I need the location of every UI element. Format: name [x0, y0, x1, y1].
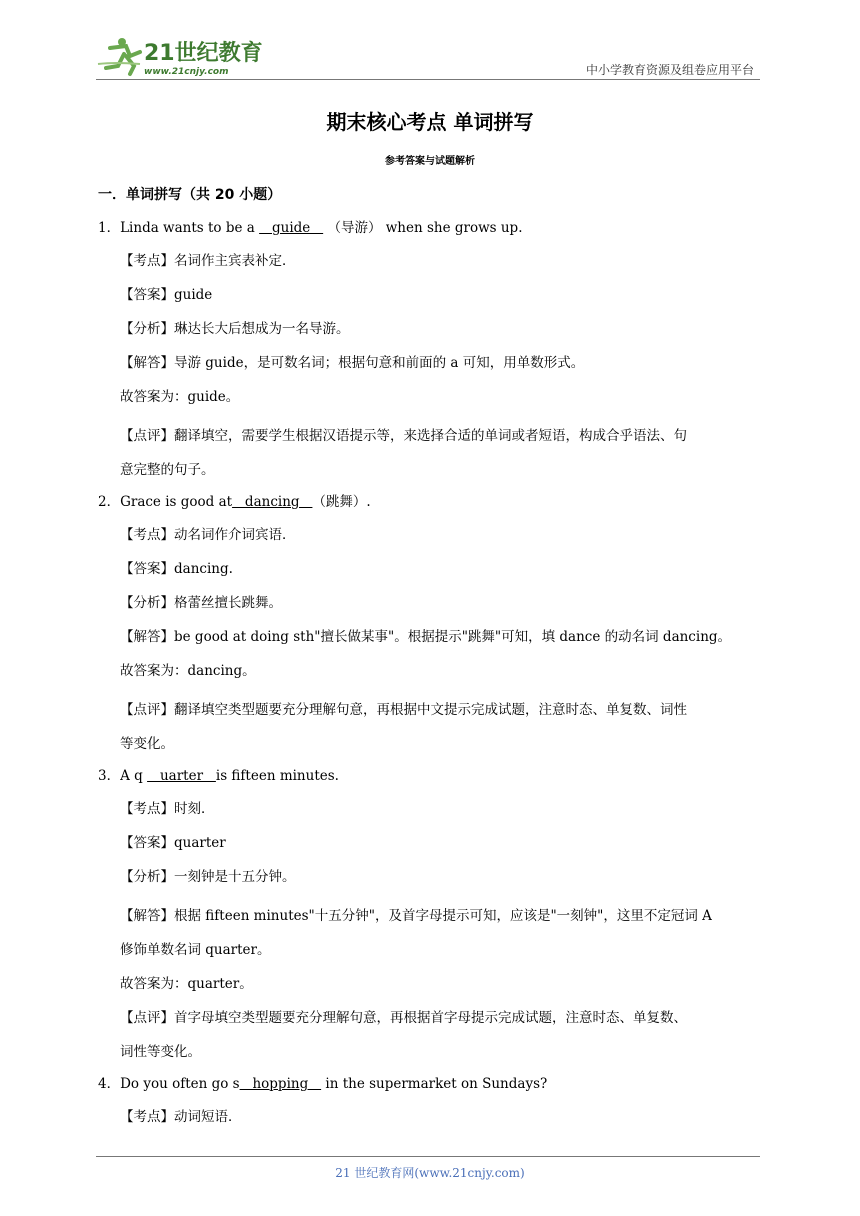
question-text: 3．A q — [98, 768, 148, 784]
final-answer: 故答案为：guide。 — [120, 389, 240, 405]
header-divider — [96, 79, 760, 80]
footer-text: 21 世纪教育网(www.21cnjy.com) — [335, 1166, 525, 1180]
solution: 【解答】导游 guide，是可数名词；根据句意和前面的 a 可知，用单数形式。 — [120, 355, 585, 371]
kaodian: 【考点】名词作主宾表补定． — [120, 253, 296, 269]
comment-line-2: 等变化。 — [120, 736, 174, 752]
question-4 — [98, 1071, 766, 1105]
header-platform-text: 中小学教育资源及组卷应用平台 — [585, 63, 754, 77]
page-header — [96, 30, 760, 80]
final-answer: 故答案为：dancing。 — [120, 663, 256, 679]
comment-line-1: 【点评】翻译填空，需要学生根据汉语提示等，来选择合适的单词或者短语，构成合乎语法、句 — [120, 428, 687, 444]
question-text: in the supermarket on Sundays? — [321, 1076, 548, 1092]
logo-21cnjy — [96, 34, 266, 78]
question-1 — [98, 215, 766, 249]
svg-text:21世纪教育: 21世纪教育 — [144, 41, 263, 66]
kaodian: 【考点】动词短语． — [120, 1109, 242, 1125]
page-subtitle: 参考答案与试题解析 — [385, 156, 475, 167]
section-heading: 一．单词拼写（共 20 小题） — [98, 187, 282, 203]
question-text: （导游） when she grows up. — [323, 220, 523, 236]
question-text: is fifteen minutes. — [215, 768, 339, 784]
answer-blank: uarter — [147, 768, 216, 784]
page-title: 期末核心考点 单词拼写 — [326, 110, 534, 134]
answer-blank: guide — [259, 220, 324, 236]
analysis: 【分析】格蕾丝擅长跳舞。 — [120, 595, 282, 611]
answer-blank: dancing — [232, 494, 313, 510]
final-answer: 故答案为：quarter。 — [120, 976, 253, 992]
comment-line-1: 【点评】首字母填空类型题要充分理解句意，再根据首字母提示完成试题，注意时态、单复数、 — [120, 1010, 687, 1026]
kaodian: 【考点】时刻． — [120, 801, 215, 817]
comment-line-1: 【点评】翻译填空类型题要充分理解句意，再根据中文提示完成试题，注意时态、单复数、词性 — [120, 702, 687, 718]
question-text: 1．Linda wants to be a — [98, 220, 260, 236]
solution-line-2: 修饰单数名词 quarter。 — [120, 942, 271, 958]
questions-content — [98, 215, 766, 1139]
analysis: 【分析】琳达长大后想成为一名导游。 — [120, 321, 350, 337]
question-2 — [98, 489, 766, 523]
comment-line-2: 意完整的句子。 — [120, 462, 215, 478]
answer: 【答案】dancing. — [120, 561, 233, 577]
question-3 — [98, 763, 766, 797]
comment-line-2: 词性等变化。 — [120, 1044, 201, 1060]
question-text: （跳舞）. — [312, 494, 371, 510]
answer-blank: hopping — [239, 1076, 322, 1092]
footer-divider — [96, 1156, 760, 1157]
question-text: 4．Do you often go s — [98, 1076, 240, 1092]
kaodian: 【考点】动名词作介词宾语． — [120, 527, 296, 543]
analysis: 【分析】一刻钟是十五分钟。 — [120, 869, 296, 885]
answer: 【答案】quarter — [120, 835, 226, 851]
answer: 【答案】guide — [120, 287, 213, 303]
solution-line-1: 【解答】根据 fifteen minutes"十五分钟"，及首字母提示可知，应该是"一刻钟"，这里不定冠词 A — [120, 908, 712, 924]
question-text: 2．Grace is good at — [98, 494, 233, 510]
svg-text:www.21cnjy.com: www.21cnjy.com — [144, 67, 229, 77]
solution: 【解答】be good at doing sth"擅长做某事"。根据提示"跳舞"可知，填 dance 的动名词 dancing。 — [120, 629, 732, 645]
